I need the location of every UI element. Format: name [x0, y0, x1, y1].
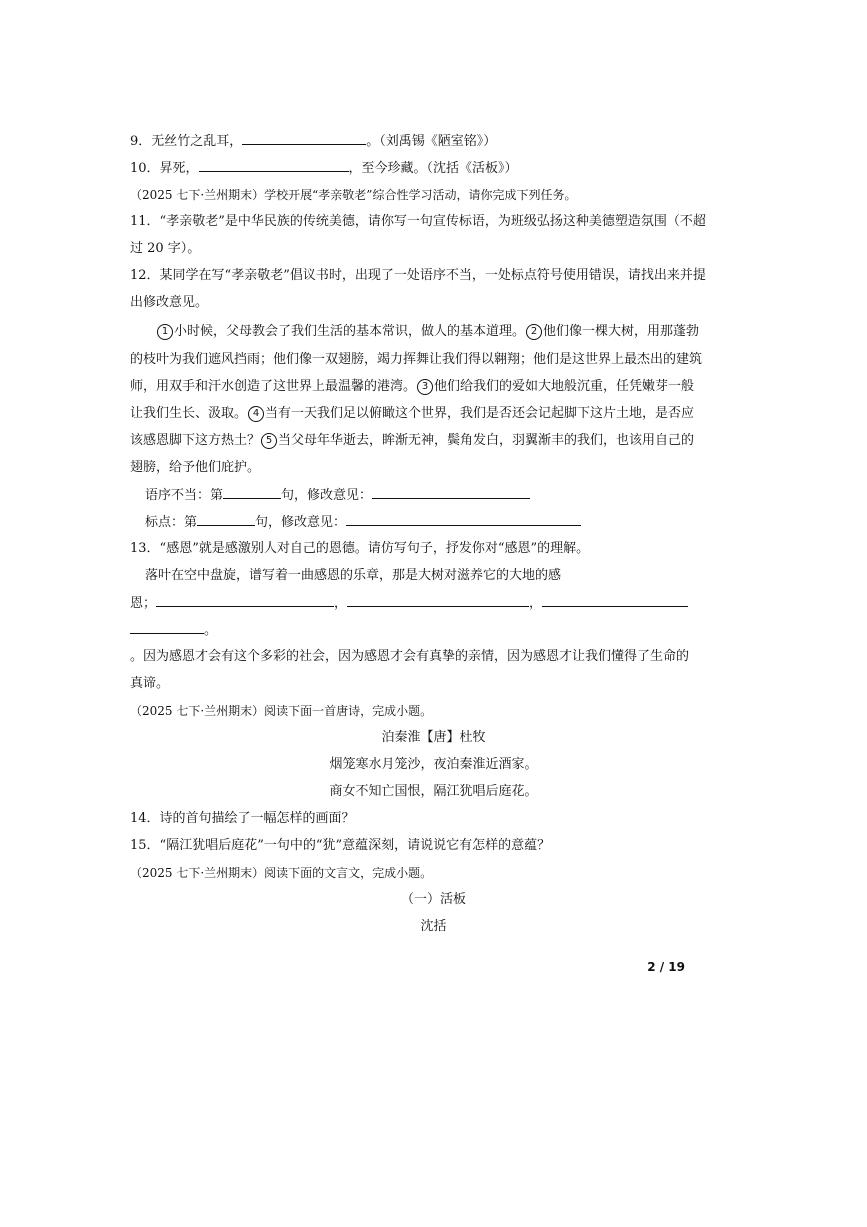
question-13-line4 [130, 620, 217, 641]
question-13-line2: 落叶在空中盘旋，谱写着一曲感恩的乐章，那是大树对滋养它的大地的感 [145, 568, 562, 583]
answer-punct-label: 标点：第 [145, 515, 198, 530]
question-9 [130, 131, 496, 152]
sentence-number-4: 4 [248, 406, 264, 422]
sentence-4-part-a: 当有一天我们足以俯瞰这个世界，我们是否还会记起脚下这片土地，是否应 [265, 406, 695, 421]
sentence-number-blank[interactable] [223, 485, 281, 499]
q13-line3-start: 恩； [130, 596, 157, 611]
section-intro-poem: （2025 七下·兰州期末）阅读下面一首唐诗，完成小题。 [130, 704, 433, 718]
q10-text-after: ，至今珍藏。（沈括《活板》） [348, 161, 518, 176]
answer-blank[interactable] [242, 131, 366, 145]
sentence-number-blank[interactable] [197, 512, 255, 526]
question-13-line6: 真谛。 [130, 676, 170, 691]
question-13-line5: 。因为感恩才会有这个多彩的社会，因为感恩才会有真挚的亲情，因为感恩才让我们懂得了生命的 [130, 649, 690, 664]
text-title: （一）活板 [400, 892, 466, 907]
answer-order-label: 语序不当：第 [145, 488, 224, 503]
question-12-line2: 出修改意见。 [130, 295, 209, 310]
section-intro-classical: （2025 七下·兰州期末）阅读下面的文言文，完成小题。 [130, 866, 433, 880]
passage-line-1 [156, 322, 699, 342]
passage-line-2: 的枝叶为我们遮风挡雨；他们像一双翅膀，竭力挥舞让我们得以翱翔；他们是这世界上最杰出的建筑 [130, 352, 703, 367]
imitation-blank-2[interactable] [347, 593, 529, 607]
q13-comma-1: ， [334, 596, 348, 611]
question-13-line1: 13．“感恩”就是感激别人对自己的恩德。请仿写句子，抒发你对“感恩”的理解。 [130, 541, 590, 556]
poem-title: 泊秦淮【唐】杜牧 [381, 730, 486, 745]
section-intro-activity: （2025 七下·兰州期末）学校开展“孝亲敬老”综合性学习活动，请你完成下列任务。 [130, 188, 577, 202]
question-11-line1: 11．“孝亲敬老”是中华民族的传统美德，请你写一句宣传标语，为班级弘扬这种美德塑造氛围（不超 [130, 214, 706, 229]
sentence-3-part-a: 他们给我们的爱如大地般沉重，任凭嫩芽一般 [434, 379, 695, 394]
sentence-number-5: 5 [261, 433, 277, 449]
sentence-2-part-c: 师，用双手和汗水创造了这世界上最温馨的港湾。 [130, 379, 417, 394]
sentence-number-2: 2 [526, 324, 542, 340]
answer-order-mid: 句，修改意见： [281, 488, 373, 503]
question-14: 14．诗的首句描绘了一幅怎样的画面？ [130, 811, 355, 826]
answer-word-order [145, 485, 530, 506]
sentence-1: 小时候，父母教会了我们生活的基本常识，做人的基本道理。 [174, 324, 526, 339]
imitation-blank-3[interactable] [542, 593, 688, 607]
text-author: 沈括 [420, 919, 447, 934]
sentence-5-part-a: 当父母年华逝去，眸渐无神，鬓角发白，羽翼渐丰的我们，也该用自己的 [278, 433, 695, 448]
question-12-line1: 12．某同学在写“孝亲敬老”倡议书时，出现了一处语序不当，一处标点符号使用错误，请找出来并提 [130, 268, 706, 283]
passage-line-5 [130, 431, 694, 451]
answer-punct-mid: 句，修改意见： [255, 515, 347, 530]
q9-text-before: 9．无丝竹之乱耳， [130, 134, 243, 149]
page-number: 2 / 19 [647, 960, 685, 974]
question-10 [130, 158, 518, 179]
question-11-line2: 过 20 字）。 [130, 241, 201, 256]
suggestion-blank[interactable] [372, 485, 530, 499]
q9-text-after: 。（刘禹锡《陋室铭》） [366, 134, 497, 149]
question-15: 15．“隔江犹唱后庭花”一句中的“犹”意蕴深刻，请说说它有怎样的意蕴？ [130, 838, 551, 853]
q10-text-before: 10．昇死， [130, 161, 199, 176]
suggestion-blank[interactable] [346, 512, 581, 526]
imitation-blank-4[interactable] [130, 620, 204, 634]
sentence-number-3: 3 [417, 379, 433, 395]
imitation-blank-1[interactable] [156, 593, 334, 607]
sentence-3-part-b: 让我们生长、汲取。 [130, 406, 248, 421]
passage-line-4 [130, 404, 694, 424]
passage-line-6: 翅膀，给予他们庇护。 [130, 460, 261, 475]
answer-blank[interactable] [199, 158, 349, 172]
poem-line-1: 烟笼寒水月笼沙，夜泊秦淮近酒家。 [329, 757, 538, 772]
question-13-line3 [130, 593, 688, 614]
q13-comma-2: ， [529, 596, 543, 611]
answer-punctuation [145, 512, 581, 533]
sentence-4-part-b: 该感恩脚下这方热土？ [130, 433, 261, 448]
passage-line-3 [130, 377, 694, 397]
q13-end-mark: 。 [204, 623, 218, 638]
sentence-2-part-a: 他们像一棵大树，用那蓬勃 [543, 324, 700, 339]
poem-line-2: 商女不知亡国恨，隔江犹唱后庭花。 [329, 784, 538, 799]
sentence-number-1: 1 [157, 324, 173, 340]
